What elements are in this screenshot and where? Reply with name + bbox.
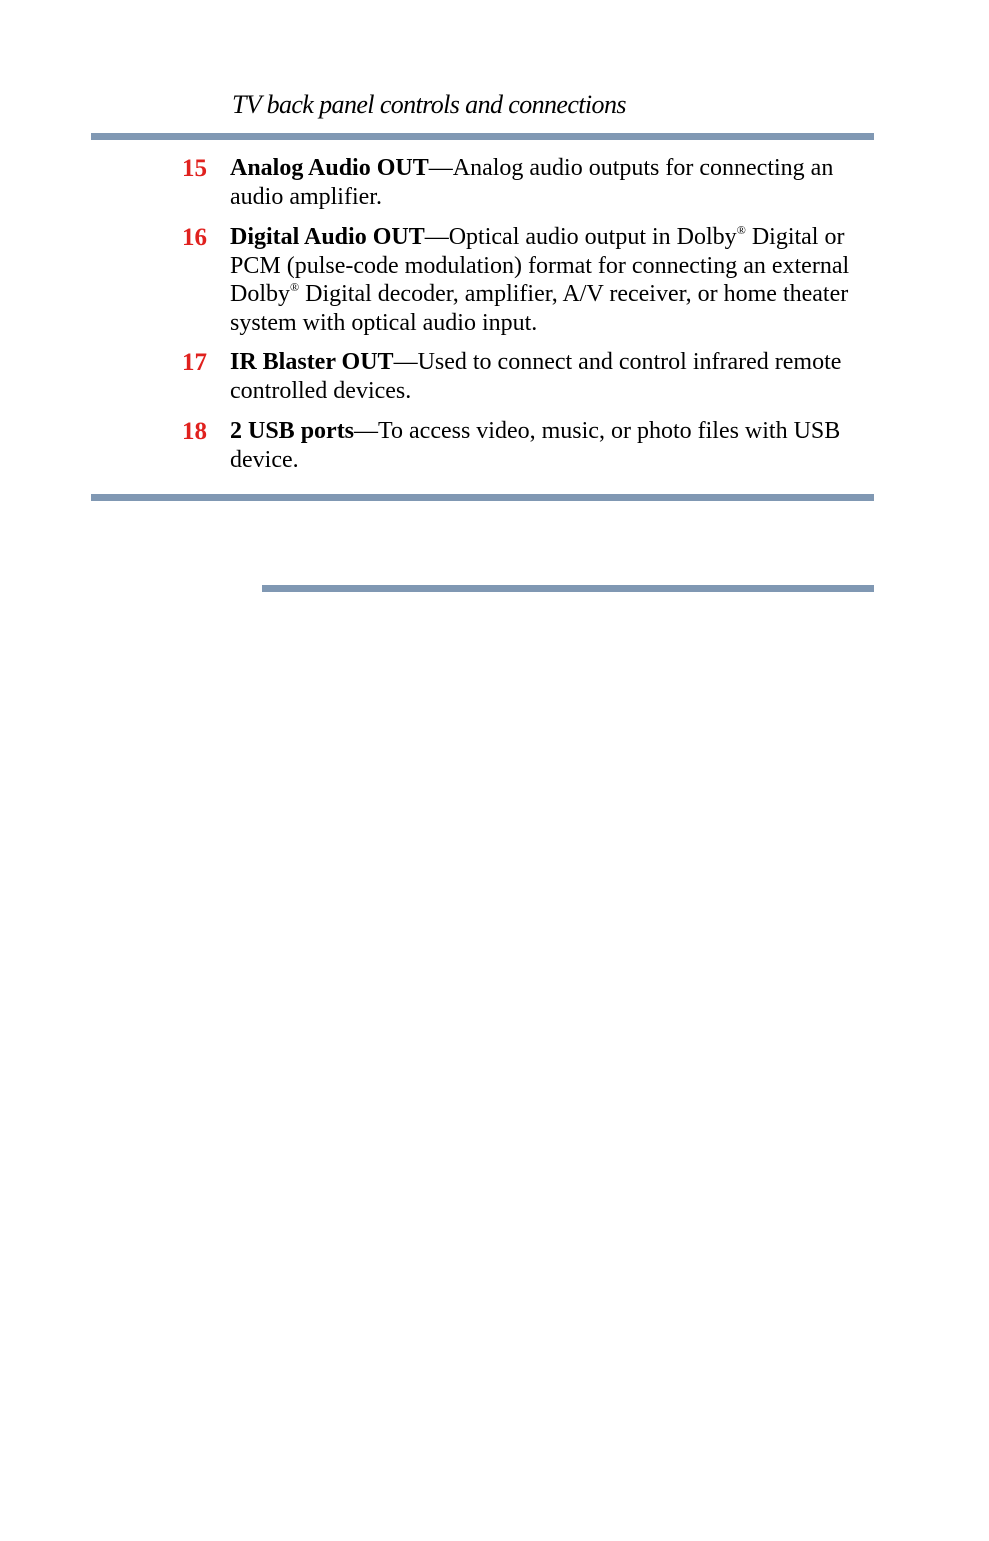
item-description: —Analog audio outputs for connecting an audio amplifier. (230, 155, 834, 210)
top-divider (91, 133, 874, 140)
short-divider (262, 585, 874, 592)
item-text (230, 223, 885, 338)
item-number: 16 (182, 224, 207, 251)
item-description: —To access video, music, or photo files with USB device. (230, 418, 841, 473)
item-text (230, 348, 885, 405)
page-title: TV back panel controls and connections (232, 90, 626, 119)
section-divider (91, 494, 874, 501)
registered-mark: ® (736, 223, 746, 237)
item-term: Analog Audio OUT (230, 155, 429, 181)
item-text (230, 417, 885, 474)
item-description: Digital or PCM (pulse-code modulation) format for connecting an external Dolby (230, 224, 850, 308)
item-term: IR Blaster OUT (230, 349, 394, 375)
item-description: —Used to connect and control infrared remote controlled devices. (230, 349, 842, 404)
item-description: Digital decoder, amplifier, A/V receiver, or home theater system with optical audio input. (230, 281, 849, 337)
item-term: 2 USB ports (230, 418, 355, 444)
item-number: 15 (182, 155, 207, 182)
registered-mark: ® (290, 280, 300, 295)
item-term: Digital Audio OUT (230, 224, 425, 250)
item-text (230, 154, 885, 211)
item-description: —Optical audio output in Dolby (424, 224, 737, 250)
item-number: 18 (182, 418, 207, 445)
item-number: 17 (182, 349, 207, 376)
